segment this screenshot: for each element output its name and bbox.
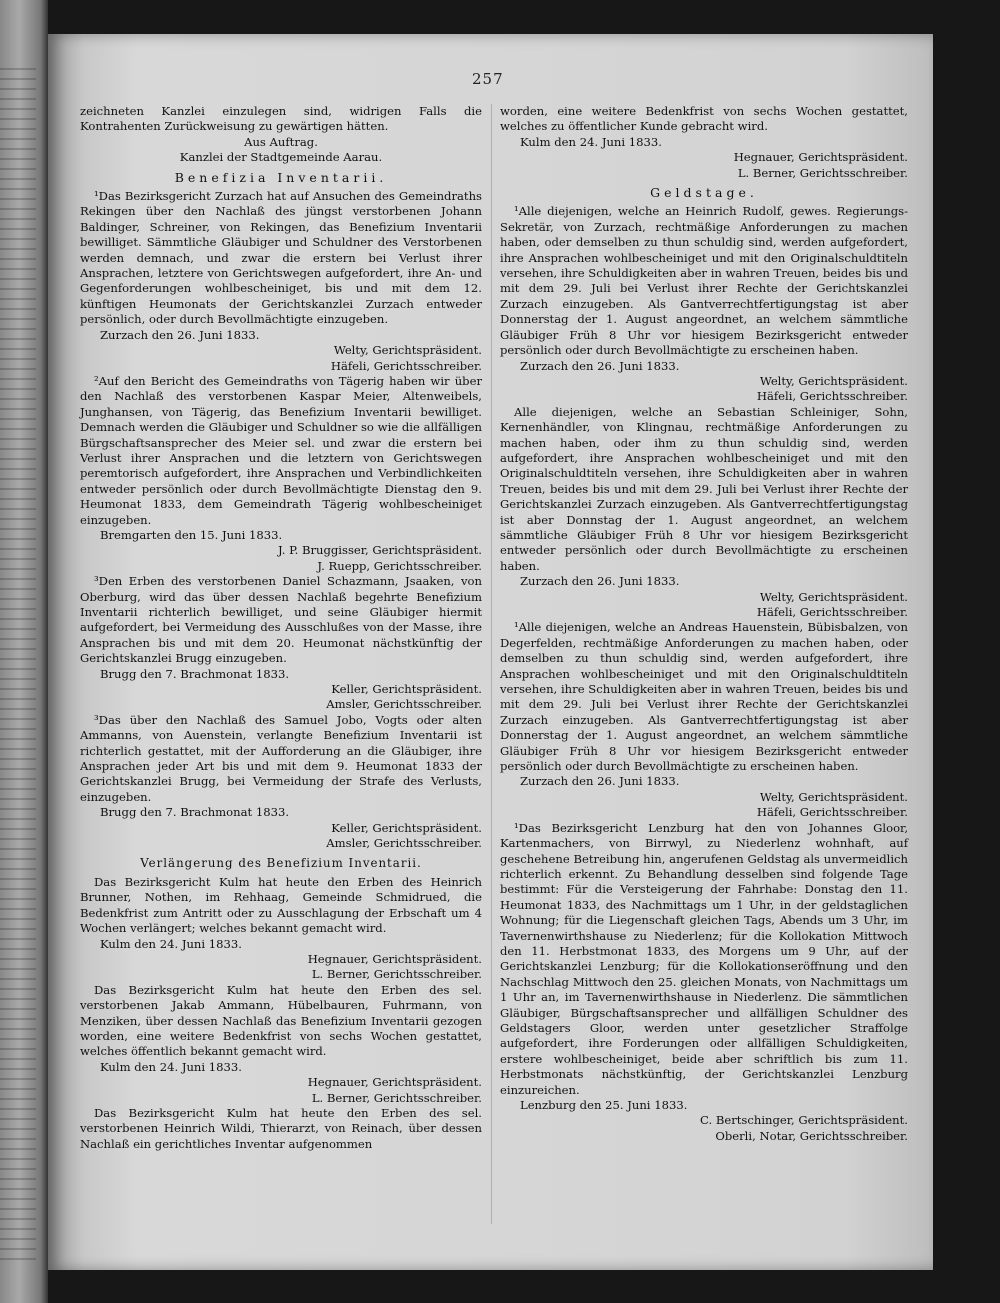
notice-place-date: Brugg den 7. Brachmonat 1833. <box>100 666 290 681</box>
notice-signature: Welty, Gerichtspräsident. <box>759 589 908 604</box>
notice-place-date: Bremgarten den 15. Juni 1833. <box>100 527 283 542</box>
kanzlei-line: Kanzlei der Stadtgemeinde Aarau. <box>179 150 383 165</box>
notice-text: Das Bezirksgericht Kulm hat heute den Erben des sel. verstorbenen Heinrich Wildi, Thierarzt, von Reinach, über dessen Nachlaß ein gerichtliches Inventar aufgenommen <box>80 1106 482 1151</box>
notice-signature: Amsler, Gerichtsschreiber. <box>326 697 482 712</box>
notice-place-date: Lenzburg den 25. Juni 1833. <box>520 1098 688 1112</box>
notice-text: ¹Das Bezirksgericht Lenzburg hat den von Johannes Gloor, Kartenmachers, von Birrwyl, zu Niederlenz wohnhaft, auf geschehene Betreibung hin, angerufenen Geldstag als unvermeidlich richterlich erkennt. Zu Behandlung desselben sind folgende Tage bestimmt: Für die Versteigerung der Fahrhabe: Donstag den 11. Heumonat 1833, des Nachmittags um 1 Uhr, in der geldstaglichen Wohnung; für die Liegenschaft gleichen Tags, Abends um 3 Uhr, im Tavernenwirthshause zu Niederlenz; für die Kollokation Mittwoch den 11. Herbstmonat 1833, des Morgens um 9 Uhr, auf der Gerichtskanzlei Lenzburg; für die Kollokationseröffnung und den Nachschlag Mittwoch den 25. gleichen Monats, von Nachmittags um 1 Uhr an, im Tavernenwirthshause in Niederlenz. Die sämmtlichen Gläubiger, Bürgschaftsansprecher und allfälligen Schuldner des Geldstagers Gloor, werden unter gesetzlicher Straffolge aufgefordert, ihre Forderungen oder allfälligen Schuldigkeiten, erstere wohlbescheiniget, beide aber schriftlich bis zum 11. Herbstmonats nächstkünftig, der Gerichtskanzlei Lenzburg einzureichen. <box>500 820 908 1097</box>
notice-signature: Hegnauer, Gerichtspräsident. <box>733 150 908 165</box>
notice-text: Alle diejenigen, welche an Sebastian Schleiniger, Sohn, Kernenhändler, von Klingnau, rechtmäßige Anforderungen zu machen haben, oder ihm zu thun schuldig sind, werden aufgefordert, ihre Ansprachen wohlbescheiniget und mit den Originalschuldtiteln versehen, ihre Schuldigkeiten aber in wahren Treuen, beides bis und mit dem 29. Juli bei Verlust ihrer Rechte der Gerichtskanzlei Zurzach einzugeben. Als Gantverrechtfertigungstag ist aber Donnstag der 1. August angeordnet, an welchem sämmtliche Gläubiger Früh 8 Uhr vor hiesigem Bezirksgericht entweder persönlich oder durch Bevollmächtigte zu erscheinen haben. <box>500 404 908 573</box>
heading-benefizia: Benefizia Inventarii. <box>174 169 388 185</box>
notice-signature: Häfeli, Gerichtsschreiber. <box>756 389 908 404</box>
notice-place-date: Zurzach den 26. Juni 1833. <box>520 574 680 589</box>
auftrag-line: Aus Auftrag. <box>244 134 318 149</box>
notice-signature: C. Bertschinger, Gerichtspräsident. <box>700 1113 908 1128</box>
notice-text: ¹Alle diejenigen, welche an Andreas Hauenstein, Bübisbalzen, von Degerfelden, rechtmäßige Anforderungen zu machen haben, oder demselben zu thun schuldig sind, werden aufgefordert, ihre Ansprachen wohlbescheiniget und mit den Originalschuldtiteln versehen, ihre Schuldigkeiten aber in wahren Treuen, beides bis und mit dem 29. Juli bei Verlust ihrer Rechte der Gerichtskanzlei Zurzach einzugeben. Als Gantverrechtfertigungstag ist aber Donnerstag der 1. August angeordnet, an welchem sämmtliche Gläubiger Früh 8 Uhr vor hiesigem Bezirksgericht entweder persönlich oder durch Bevollmächtigte zu erscheinen haben. <box>500 620 908 774</box>
notice-signature: L. Berner, Gerichtsschreiber. <box>311 967 482 982</box>
notice-text: ³Das über den Nachlaß des Samuel Jobo, Vogts oder alten Ammanns, von Auenstein, verlangte Benefizium Inventarii ist richterlich gestattet, mit der Aufforderung an die Gläubiger, ihre Ansprachen jeder Art bis und mit dem 9. Heumonat 1833 der Gerichtskanzlei Brugg, bei Vermeidung der Strafe des Verlusts, einzugeben. <box>80 712 482 804</box>
left-column <box>80 104 482 1152</box>
heading-geldstage: Geldstage. <box>650 185 758 201</box>
notice-signature: Welty, Gerichtspräsident. <box>759 789 908 804</box>
notice-text: ²Auf den Bericht des Gemeindraths von Tägerig haben wir über den Nachlaß des verstorbenen Kaspar Meier, Altenweibels, Junghansen, von Tägerig, das Benefizium Inventarii bewilliget. Demnach werden die Gläubiger und Schuldner so wie die allfälligen Bürgschaftsansprecher des Meier sel. und zwar die erstern bei Verlust ihrer Ansprachen und die letztern von Gerichtswegen peremtorisch aufgefordert, ihre Ansprachen und Verbindlichkeiten entweder persönlich oder durch Bevollmächtigte Dienstag den 9. Heumonat 1833, dem Gemeindrath Tägerig wohlbescheiniget einzugeben. <box>80 373 482 527</box>
notice-signature: L. Berner, Gerichtsschreiber. <box>311 1090 482 1105</box>
notice-place-date: Zurzach den 26. Juni 1833. <box>520 774 680 789</box>
column-gutter <box>491 104 492 1224</box>
notice-place-date: Zurzach den 26. Juni 1833. <box>100 327 260 342</box>
notice-text: ¹Das Bezirksgericht Zurzach hat auf Ansuchen des Gemeindraths Rekingen über den Nachlaß des jüngst verstorbenen Johann Baldinger, Schreiner, von Rekingen, das Benefizium Inventarii bewilliget. Sämmtliche Gläubiger und Schuldner des Verstorbenen werden demnach, und zwar die erstern bei Verlust ihrer Ansprachen, letztere von Gerichtswegen aufgefordert, ihre An- und Gegenforderungen wohlbescheiniget, bis und mit dem 12. künftigen Heumonats der Gerichtskanzlei Zurzach entweder persönlich, oder durch Bevollmächtigte einzugeben. <box>80 189 482 327</box>
adjacent-page-edge <box>0 0 48 1303</box>
heading-verlaengerung: Verlängerung des Benefizium Inventarii. <box>140 855 422 870</box>
notice-signature: Keller, Gerichtspräsident. <box>331 682 482 697</box>
notice-text: ¹Alle diejenigen, welche an Heinrich Rudolf, gewes. Regierungs-Sekretär, von Zurzach, rechtmäßige Anforderungen zu machen haben, oder demselben zu thun schuldig sind, werden aufgefordert, ihre Ansprachen wohlbescheiniget und mit den Originalschuldtiteln versehen, ihre Schuldigkeiten aber in wahren Treuen, beides bis und mit dem 29. Juli bei Verlust ihrer Rechte der Gerichtskanzlei Zurzach einzugeben. Als Gantverrechtfertigungstag ist aber Donnerstag der 1. August angeordnet, an welchem sämmtliche Gläubiger Früh 8 Uhr vor hiesigem Bezirksgericht entweder persönlich oder durch Bevollmächtigte zu erscheinen haben. <box>500 204 908 358</box>
notice-signature: Häfeli, Gerichtsschreiber. <box>330 358 482 373</box>
notice-place-date: Brugg den 7. Brachmonat 1833. <box>100 805 290 820</box>
notice-text: ³Den Erben des verstorbenen Daniel Schazmann, Jsaaken, von Oberburg, wird das über dessen Nachlaß begehrte Benefizium Inventarii richterlich bewilliget, und seine Gläubiger hiermit aufgefordert, bei Vermeidung des Ausschlußes von der Masse, ihre Ansprachen bis und mit dem 20. Heumonat nächstkünftig der Gerichtskanzlei Brugg einzugeben. <box>80 574 482 666</box>
notice-signature: J. Ruepp, Gerichtsschreiber. <box>317 558 482 573</box>
notice-signature: Häfeli, Gerichtsschreiber. <box>756 605 908 619</box>
notice-place-date: Kulm den 24. Juni 1833. <box>520 134 662 149</box>
notice-signature: Hegnauer, Gerichtspräsident. <box>307 1075 482 1090</box>
right-column <box>500 104 908 1144</box>
notice-signature: Amsler, Gerichtsschreiber. <box>326 836 482 851</box>
continuation-text: worden, eine weitere Bedenkfrist von sechs Wochen gestattet, welches zu öffentlicher Kunde gebracht wird. <box>500 104 908 134</box>
notice-signature: Oberli, Notar, Gerichtsschreiber. <box>715 1128 908 1143</box>
notice-place-date: Kulm den 24. Juni 1833. <box>100 936 242 951</box>
notice-place-date: Kulm den 24. Juni 1833. <box>100 1059 242 1074</box>
notice-signature: Keller, Gerichtspräsident. <box>331 820 482 835</box>
notice-signature: Welty, Gerichtspräsident. <box>759 373 908 388</box>
page-number: 257 <box>472 70 504 88</box>
notice-signature: L. Berner, Gerichtsschreiber. <box>737 165 908 180</box>
notice-place-date: Zurzach den 26. Juni 1833. <box>520 358 680 373</box>
notice-signature: Hegnauer, Gerichtspräsident. <box>307 951 482 966</box>
notice-signature: Häfeli, Gerichtsschreiber. <box>756 805 908 820</box>
notice-signature: Welty, Gerichtspräsident. <box>333 343 482 358</box>
notice-signature: J. P. Bruggisser, Gerichtspräsident. <box>278 543 482 558</box>
intro-text: zeichneten Kanzlei einzulegen sind, widrigen Falls die Kontrahenten Zurückweisung zu gewärtigen hätten. <box>80 104 482 134</box>
notice-text: Das Bezirksgericht Kulm hat heute den Erben des sel. verstorbenen Jakab Ammann, Hübelbauren, Fuhrmann, von Menziken, über dessen Nachlaß das Benefizium Inventarii gezogen worden, eine weitere Bedenkfrist von sechs Wochen gestattet, welches öffentlich bekannt gemacht wird. <box>80 982 482 1059</box>
notice-text: Das Bezirksgericht Kulm hat heute den Erben des Heinrich Brunner, Nothen, im Rehhaag, Gemeinde Schmidrued, die Bedenkfrist zum Antritt oder zu Ausschlagung der Erbschaft um 4 Wochen verlängert; welches bekannt gemacht wird. <box>80 874 482 936</box>
